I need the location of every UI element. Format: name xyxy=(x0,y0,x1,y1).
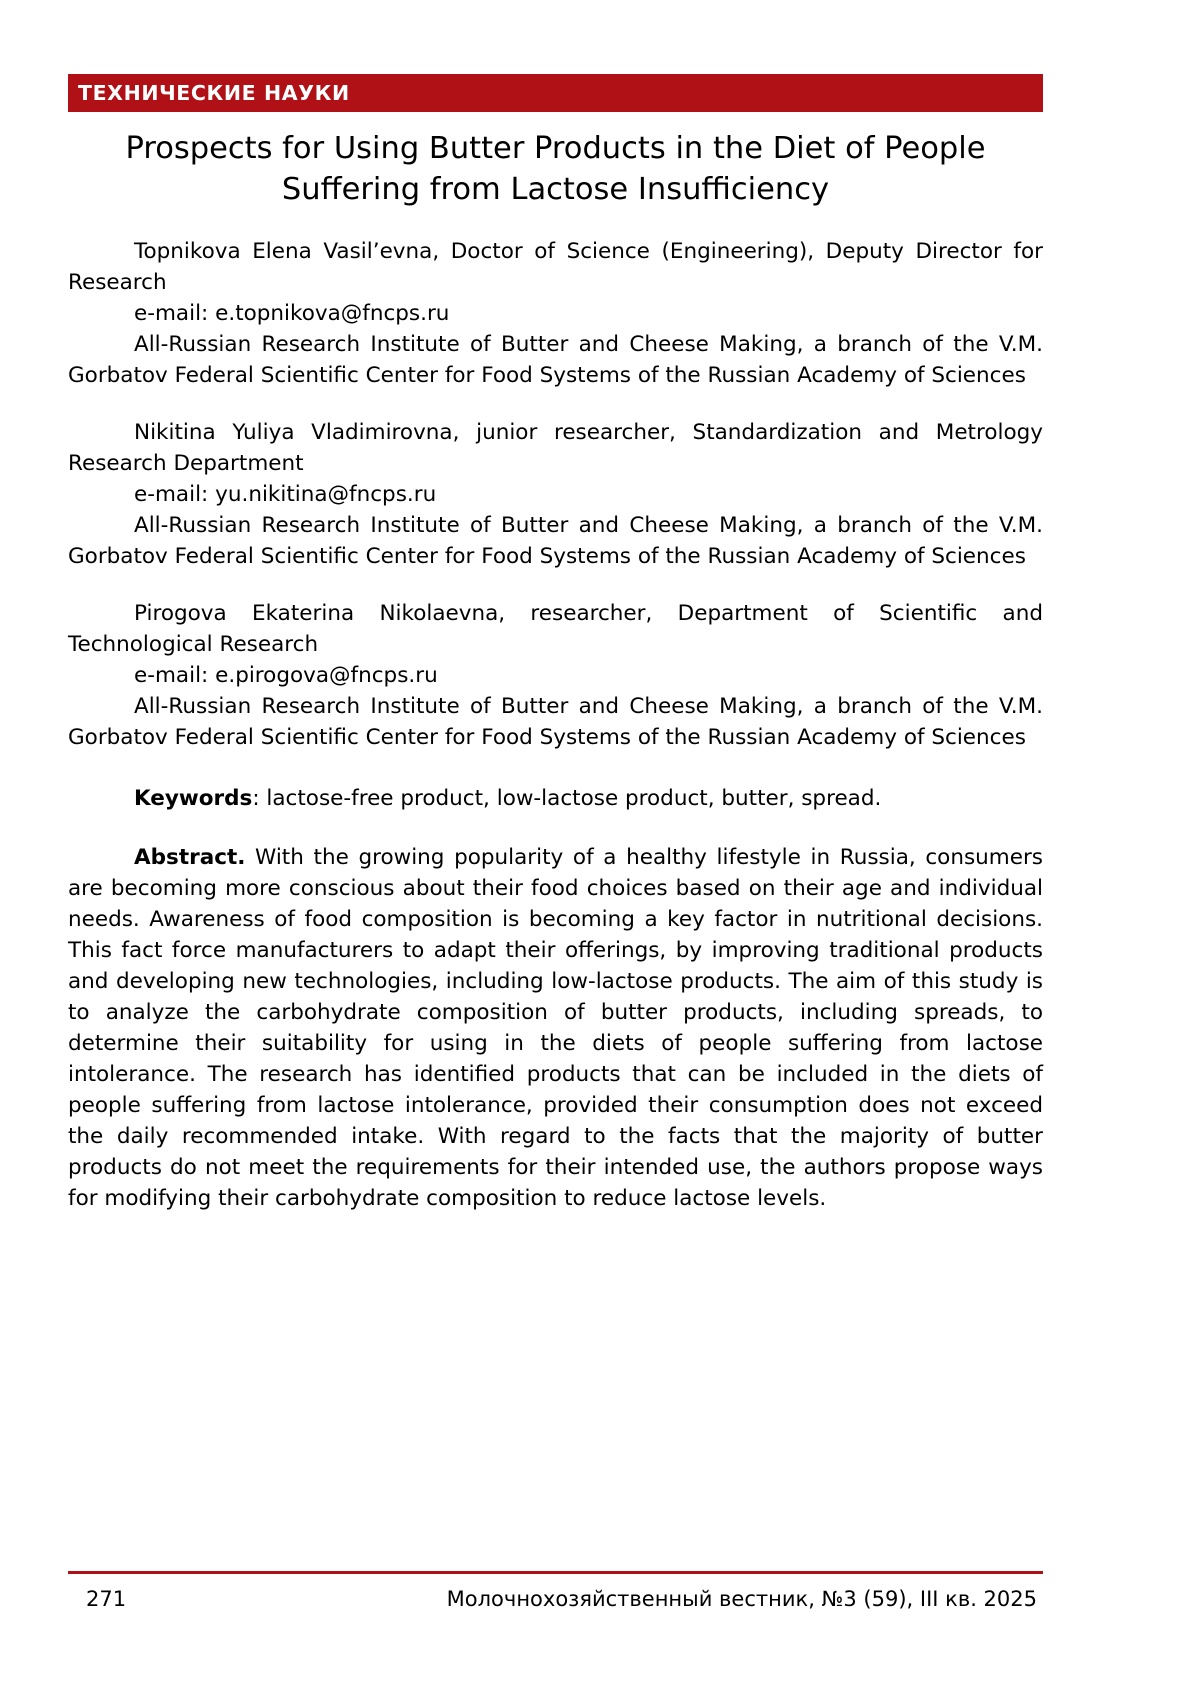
author-entry xyxy=(68,598,1043,753)
keywords-text: : lactose-free product, low-lactose product, butter, spread. xyxy=(252,786,882,811)
authors-block xyxy=(68,236,1043,753)
keywords-line xyxy=(68,783,1043,814)
page-title: Prospects for Using Butter Products in the Diet of People Suffering from Lactose Insufficiency xyxy=(125,131,986,207)
footer-row xyxy=(68,1587,1043,1611)
keywords-label: Keywords xyxy=(134,786,253,811)
author-email: e-mail: e.pirogova@fncps.ru xyxy=(134,663,438,688)
author-name-role: Topnikova Elena Vasil’evna, Doctor of Science (Engineering), Deputy Director for Research xyxy=(68,239,1043,295)
author-entry xyxy=(68,236,1043,391)
journal-reference: Молочнохозяйственный вестник, №3 (59), III кв. 2025 xyxy=(446,1587,1037,1611)
page-number: 271 xyxy=(86,1587,127,1611)
author-affiliation: All-Russian Research Institute of Butter and Cheese Making, a branch of the V.M. Gorbatov Federal Scientific Center for Food Systems of the Russian Academy of Sciences xyxy=(68,694,1043,750)
section-banner: ТЕХНИЧЕСКИЕ НАУКИ xyxy=(68,74,1043,112)
author-entry xyxy=(68,417,1043,572)
page-footer xyxy=(68,1571,1043,1611)
author-affiliation: All-Russian Research Institute of Butter and Cheese Making, a branch of the V.M. Gorbatov Federal Scientific Center for Food Systems of the Russian Academy of Sciences xyxy=(68,513,1043,569)
abstract-label: Abstract. xyxy=(134,845,246,870)
article-content xyxy=(68,0,1043,1214)
author-name-role: Nikitina Yuliya Vladimirovna, junior researcher, Standardization and Metrology Research Department xyxy=(68,420,1043,476)
author-email: e-mail: yu.nikitina@fncps.ru xyxy=(134,482,437,507)
author-email: e-mail: e.topnikova@fncps.ru xyxy=(134,301,450,326)
abstract-text: With the growing popularity of a healthy lifestyle in Russia, consumers are becoming more conscious about their food choices based on their age and individual needs. Awareness of food composition is becoming a key factor in nutritional decisions. This fact force manufacturers to adapt their offerings, by improving traditional products and developing new technologies, including low-lactose products. The aim of this study is to analyze the carbohydrate composition of butter products, including spreads, to determine their suitability for using in the diets of people suffering from lactose intolerance. The research has identified products that can be included in the diets of people suffering from lactose intolerance, provided their consumption does not exceed the daily recommended intake. With regard to the facts that the majority of butter products do not meet the requirements for their intended use, the authors propose ways for modifying their carbohydrate composition to reduce lactose levels. xyxy=(68,845,1043,1211)
abstract-paragraph xyxy=(68,842,1043,1214)
author-name-role: Pirogova Ekaterina Nikolaevna, researcher, Department of Scientific and Technological Research xyxy=(68,601,1043,657)
footer-divider xyxy=(68,1571,1043,1574)
author-affiliation: All-Russian Research Institute of Butter and Cheese Making, a branch of the V.M. Gorbatov Federal Scientific Center for Food Systems of the Russian Academy of Sciences xyxy=(68,332,1043,388)
